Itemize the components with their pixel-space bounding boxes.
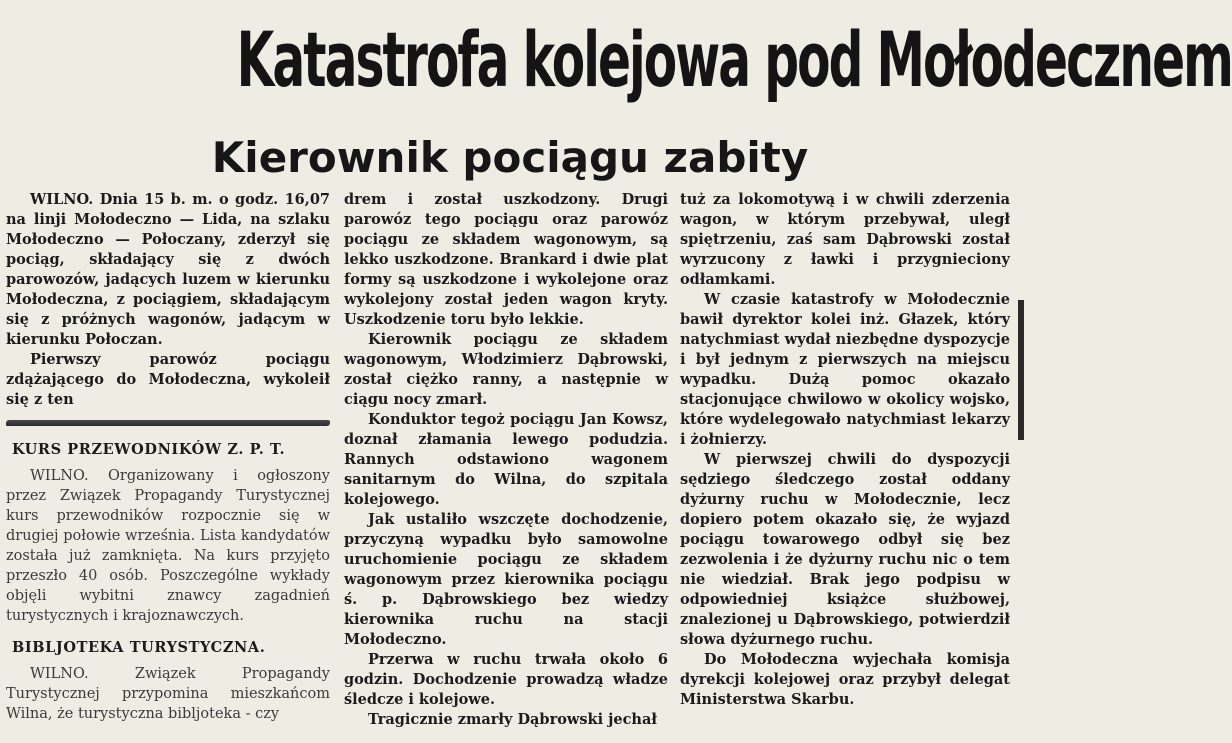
paragraph: Tragicznie zmarły Dąbrowski jechał (368, 711, 657, 728)
article-continuation (344, 190, 668, 730)
paragraph: WILNO. Organizowany i ogłoszony przez Związek Propagandy Turystycznej kurs przewodników rozpocznie się w drugiej połowie września. Lista kandydatów została już zamknięta. Na kurs przyjęto przeszło 40 osób. Poszczególne wykłady objęli wybitni znawcy zagadnień turystycznych i krajoznawczych. (6, 468, 330, 624)
section-title-kurs: KURS PRZEWODNIKÓW Z. P. T. (12, 441, 286, 458)
paragraph: W pierwszej chwili do dyspozycji sędziego śledczego został oddany dyżurny ruchu w Mołodecznie, lecz dopiero potem okazało się, że wyjazd pociągu towarowego odbył się bez zezwolenia i że dyżurny ruchu nic o tem nie wiedział. Brak jego podpisu w odpowiedniej książce służbowej, znalezionej u Dąbrowskiego, potwierdził słowa dyżurnego ruchu. (680, 451, 1010, 648)
article-continuation (680, 190, 1010, 710)
section-title-bibljoteka: BIBLJOTEKA TURYSTYCZNA. (12, 639, 266, 656)
paragraph: Do Mołodeczna wyjechała komisja dyrekcji kolejowej oraz przybył delegat Ministerstwa Skarbu. (680, 651, 1010, 708)
lead-article (6, 190, 330, 410)
paragraph: WILNO. Związek Propagandy Turystycznej przypomina mieszkańcom Wilna, że turystyczna bibljoteka - czy (6, 666, 330, 722)
section-body-kurs (6, 466, 330, 626)
column-3 (680, 190, 1010, 710)
section-body-bibljoteka (6, 664, 330, 724)
section-divider (6, 420, 330, 426)
paragraph: Konduktor tegoż pociągu Jan Kowsz, doznał złamania lewego podudzia. Rannych odstawiono wagonem sanitarnym do Wilna, do szpitala kolejowego. (344, 411, 668, 508)
dateline-city: WILNO. (30, 191, 94, 208)
paragraph: Jak ustaliło wszczęte dochodzenie, przyczyną wypadku było samowolne uruchomienie pociągu ze składem wagonowym przez kierownika pociągu ś. p. Dąbrowskiego bez wiedzy kierownika ruchu na stacji Mołodeczno. (344, 511, 668, 648)
paragraph: W czasie katastrofy w Mołodecznie bawił dyrektor kolei inż. Głazek, który natychmiast wydał niezbędne dyspozycje i był jednym z pierwszych na miejscu wypadku. Dużą pomoc okazało stacjonujące chwilowo w okolicy wojsko, które wydelegowało natychmiast lekarzy i żołnierzy. (680, 291, 1010, 448)
paragraph: tuż za lokomotywą i w chwili zderzenia wagon, w którym przebywał, uległ spiętrzeniu, zaś sam Dąbrowski został wyrzucony z ławki i przygnieciony odłamkami. (680, 191, 1010, 288)
scan-edge-mark (1018, 300, 1024, 440)
paragraph: drem i został uszkodzony. Drugi parowóz tego pociągu oraz parowóz pociągu ze składem wagonowym, są lekko uszkodzone. Brankard i dwie plat formy są uszkodzone i wykolejone oraz wykolejony został jeden wagon kryty. Uszkodzenie toru było lekkie. (344, 191, 668, 328)
headline: Katastrofa kolejowa pod Mołodecznem (236, 15, 1232, 104)
paragraph: Kierownik pociągu ze składem wagonowym, Włodzimierz Dąbrowski, został ciężko ranny, a następnie w ciągu nocy zmarł. (344, 331, 668, 408)
paragraph: Przerwa w ruchu trwała około 6 godzin. Dochodzenie prowadzą władze śledcze i kolejowe. (344, 651, 668, 708)
column-2 (344, 190, 668, 730)
column-1 (6, 190, 330, 724)
subheadline: Kierownik pociągu zabity (211, 133, 809, 182)
lead-paragraph-2: Pierwszy parowóz pociągu zdążającego do Mołodeczna, wykoleił się z ten (6, 351, 330, 408)
lead-paragraph-1: WILNO. Dnia 15 b. m. o godz. 16,07 na linji Mołodeczno — Lida, na szlaku Mołodeczno — Połoczany, zderzył się pociąg, składający się z dwóch parowozów, jadących luzem w kierunku Mołodeczna, z pociągiem, składającym się z próżnych wagonów, jadącym w kierunku Połoczan. (6, 191, 330, 348)
